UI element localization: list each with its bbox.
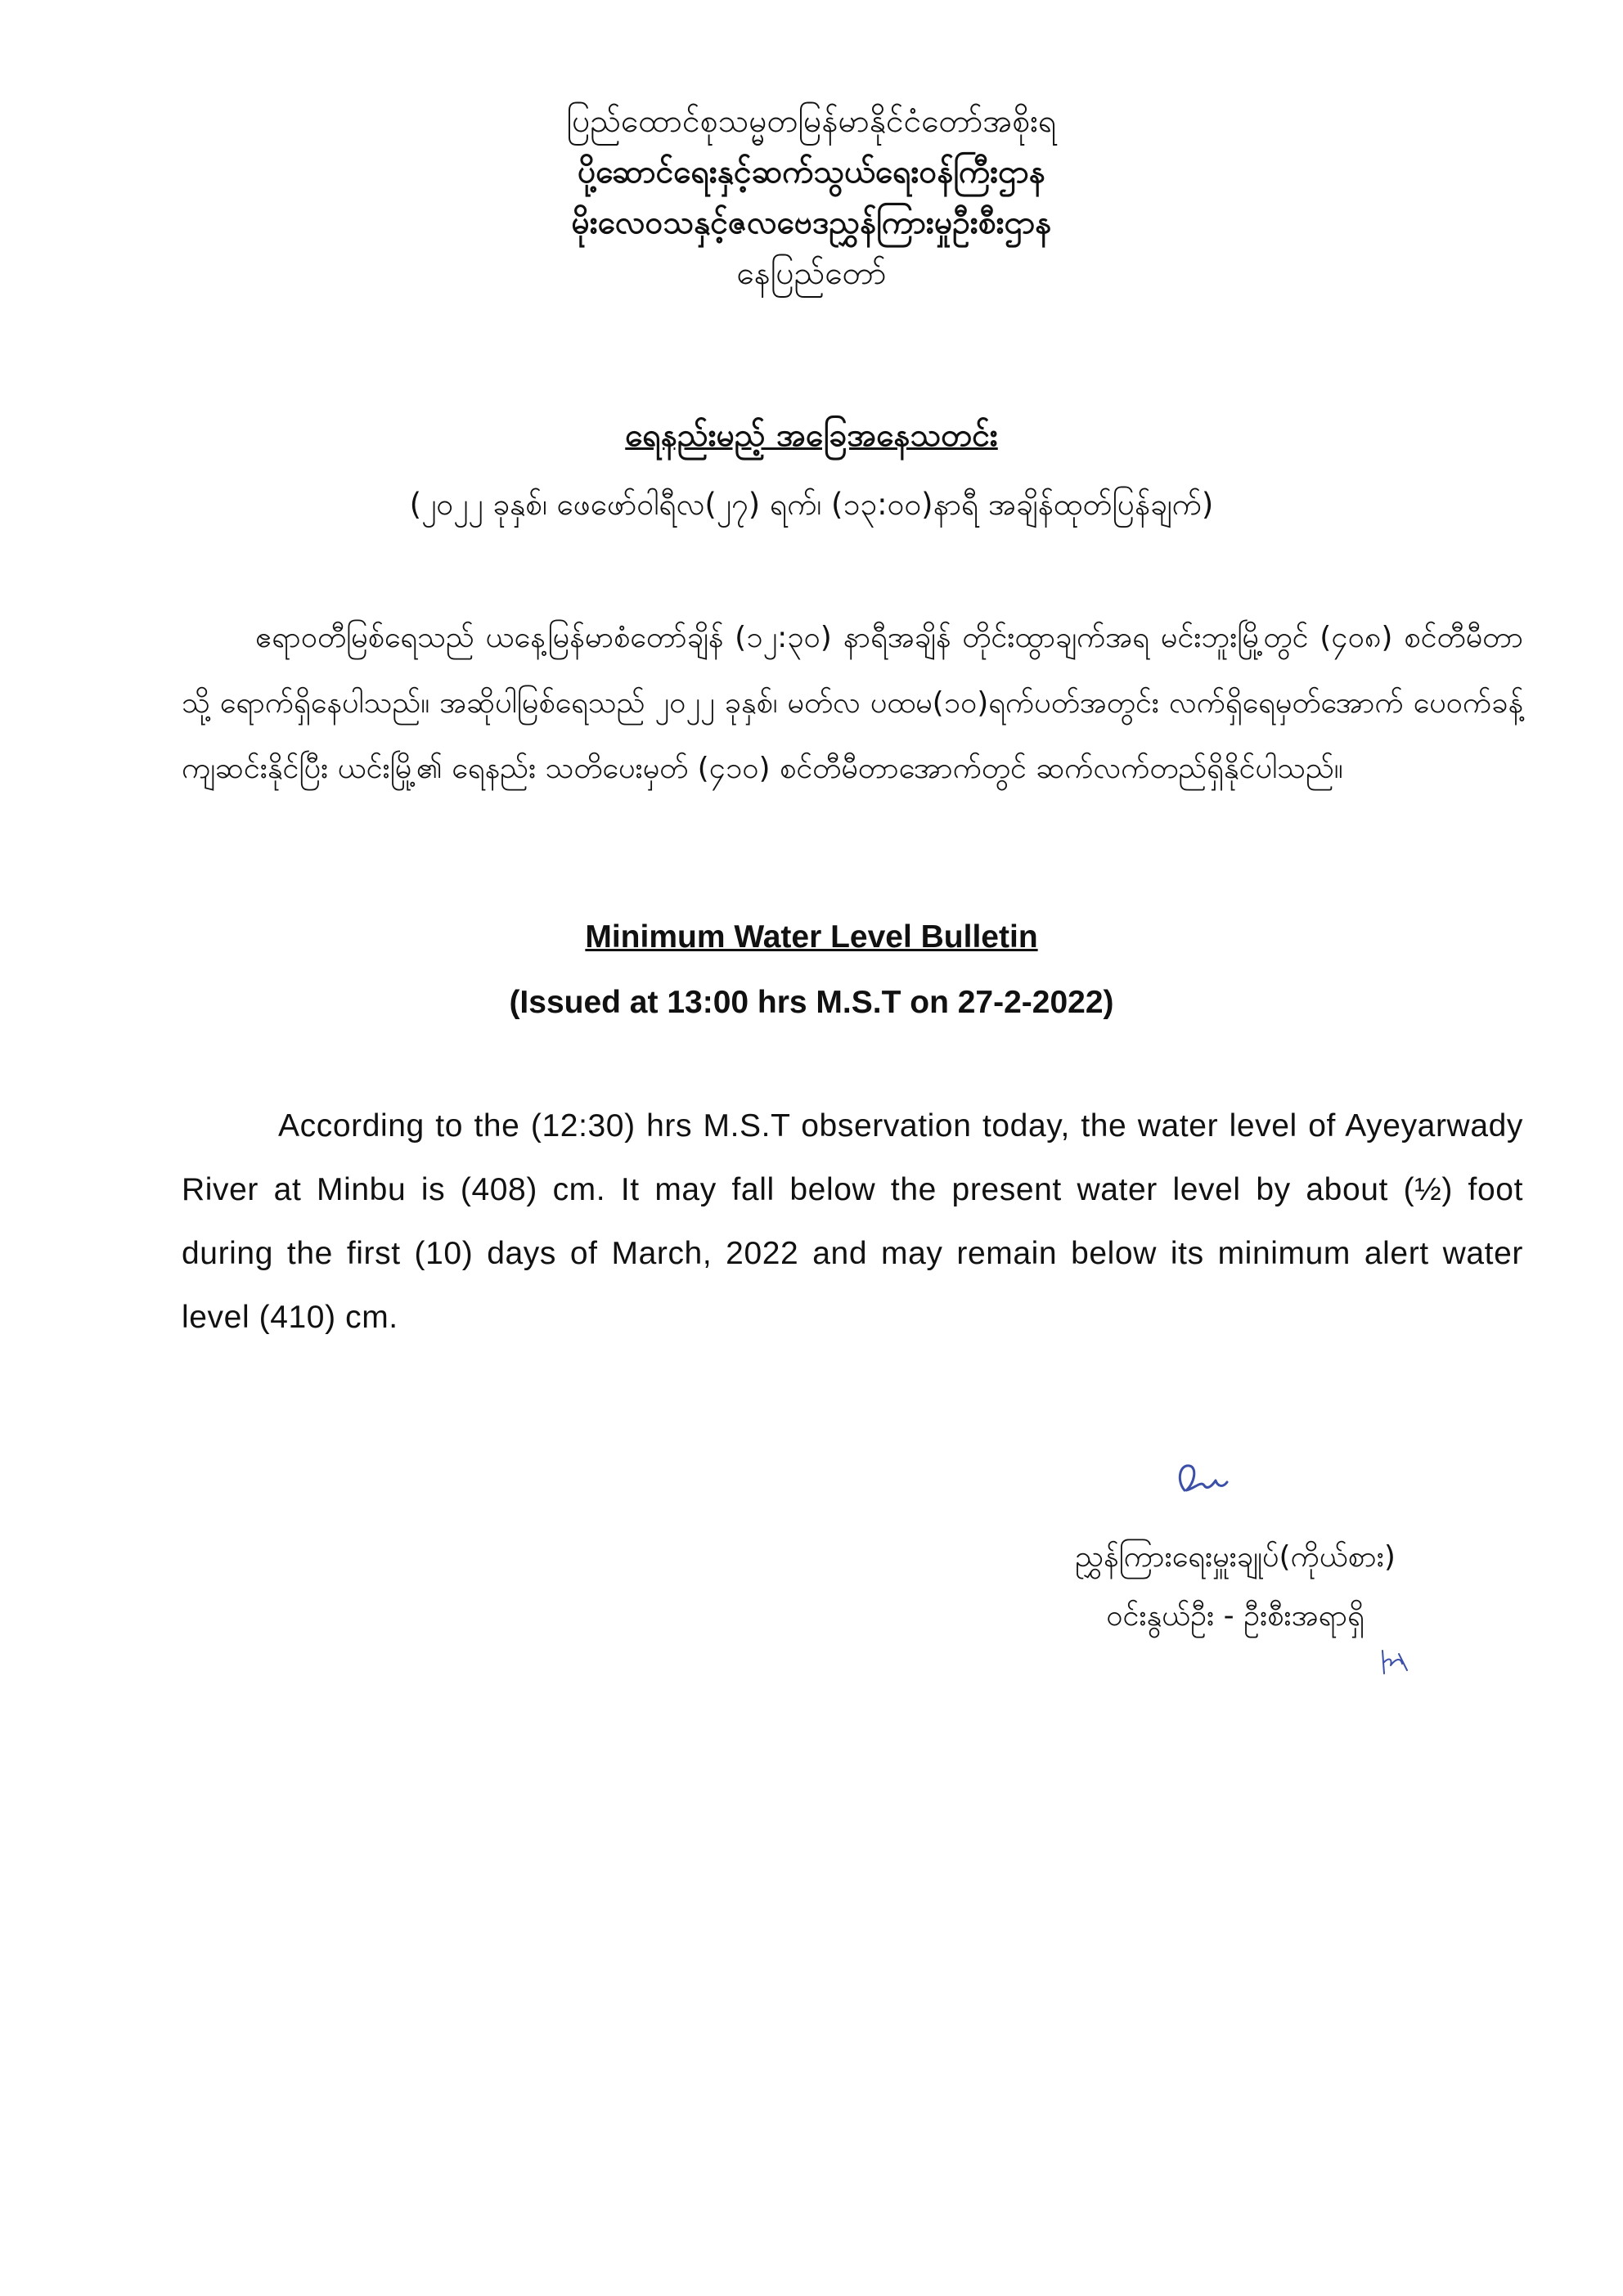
header-ministry-line: ပို့ဆောင်ရေးနှင့်ဆက်သွယ်ရေးဝန်ကြီးဌာန [578, 154, 1045, 191]
english-bulletin-body: According to the (12:30) hrs M.S.T observation today, the water level of Ayeyarwady River at Minbu is (408) cm. It may fall below the present water level by about (½) foot during the first (10) days of March, 2022 and may remain below its minimum alert water level (410) cm. [182, 1108, 1523, 1335]
handwritten-initials [1376, 1646, 1417, 1678]
myanmar-issued-line: (၂၀၂၂ ခုနှစ်၊ ဖေဖော်ဝါရီလ(၂၇) ရက်၊ (၁၃:၀၀)နာရီ အချိန်ထုတ်ပြန်ချက်) [409, 487, 1214, 522]
myanmar-bulletin-title: ရေနည်းမည့် အခြေအနေသတင်း [625, 417, 998, 454]
header-government-line: ပြည်ထောင်စုသမ္မတမြန်မာနိုင်ငံတော်အစိုးရ [566, 103, 1057, 140]
myanmar-bulletin-body: ဧရာဝတီမြစ်ရေသည် ယနေ့မြန်မာစံတော်ချိန် (၁၂:၃၀) နာရီအချိန် တိုင်းထွာချက်အရ မင်းဘူးမြို့တွင် (၄၀၈) စင်တီမီတာသို့ ရောက်ရှိနေပါသည်။ အဆိုပါမြစ်ရေသည် ၂၀၂၂ ခုနှစ်၊ မတ်လ ပထမ(၁၀)ရက်ပတ်အတွင်း လက်ရှိရေမှတ်အောက် ပေဝက်ခန့် ကျဆင်းနိုင်ပြီး ယင်းမြို့၏ ရေနည်း သတိပေးမှတ် (၄၁၀) စင်တီမီတာအောက်တွင် ဆက်လက်တည်ရှိနိုင်ပါသည်။ [182, 621, 1523, 785]
handwritten-signature [1162, 1448, 1260, 1513]
english-bulletin-title: Minimum Water Level Bulletin [585, 919, 1038, 955]
signatory-name: ဝင်းနွယ်ဦး - ဦးစီးအရာရှိ [1106, 1599, 1364, 1633]
header-location-line: နေပြည်တော် [736, 255, 887, 292]
ministry-header [0, 97, 1623, 299]
signature-block [949, 1528, 1522, 1646]
signatory-title: ညွှန်ကြားရေးမှူးချုပ်(ကိုယ်စား) [1075, 1540, 1396, 1574]
english-issued-line: (Issued at 13:00 hrs M.S.T on 27-2-2022) [509, 985, 1114, 1020]
header-department-line: မိုးလေဝသနှင့်ဇလဗေဒညွှန်ကြားမှုဦးစီးဌာန [571, 204, 1052, 241]
